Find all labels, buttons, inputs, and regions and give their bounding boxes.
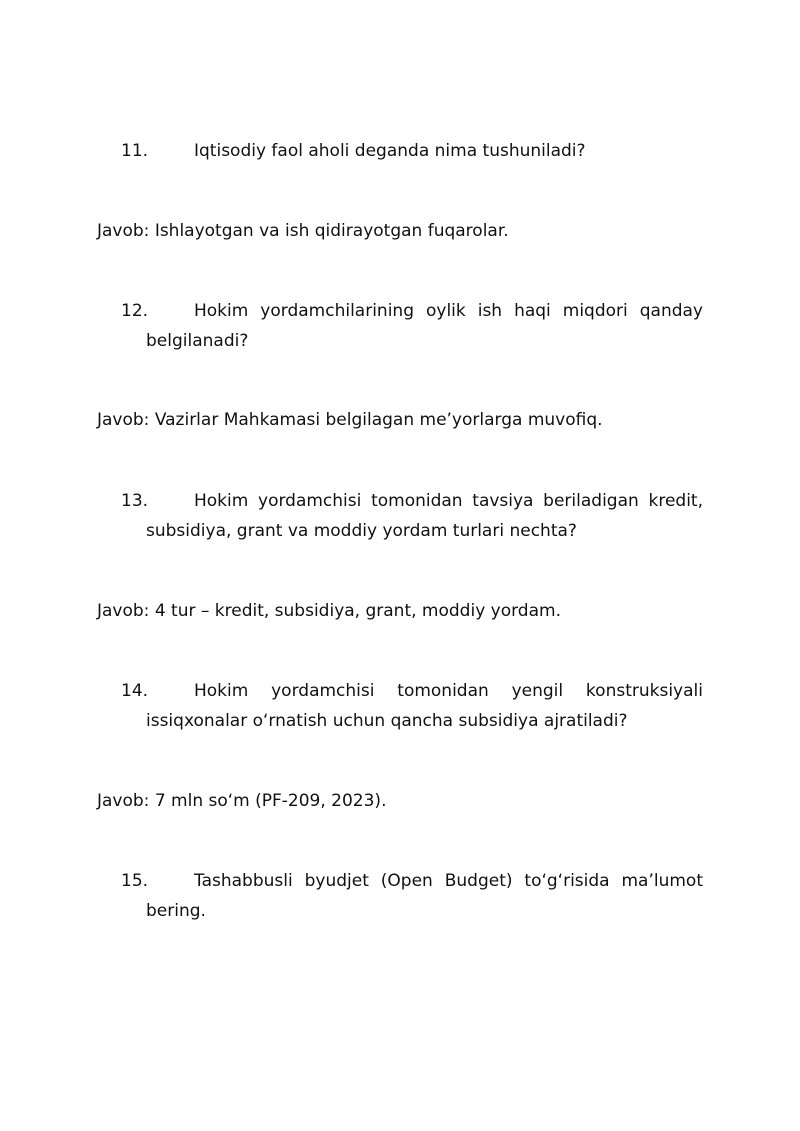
question-number: 15. bbox=[121, 871, 149, 891]
question-item bbox=[121, 866, 703, 926]
question-text: Tashabbusli byudjet (Open Budget) to‘g‘risida ma’lumot bering. bbox=[146, 871, 703, 921]
question-item bbox=[121, 136, 703, 166]
answer-text: Javob: Ishlayotgan va ish qidirayotgan fuqarolar. bbox=[97, 221, 509, 241]
question-number: 14. bbox=[121, 681, 149, 701]
answer-text: Javob: Vazirlar Mahkamasi belgilagan me’yorlarga muvofiq. bbox=[97, 410, 603, 430]
question-text: Hokim yordamchilarining oylik ish haqi miqdori qanday belgilanadi? bbox=[146, 301, 703, 351]
question-text: Iqtisodiy faol aholi deganda nima tushuniladi? bbox=[194, 141, 586, 161]
question-text: Hokim yordamchisi tomonidan yengil konstruksiyali issiqxonalar o‘rnatish uchun qancha subsidiya ajratiladi? bbox=[146, 681, 703, 731]
answer-text: Javob: 4 tur – kredit, subsidiya, grant, moddiy yordam. bbox=[97, 601, 561, 621]
question-number: 12. bbox=[121, 301, 149, 321]
answer-text: Javob: 7 mln so‘m (PF-209, 2023). bbox=[97, 791, 387, 811]
question-text: Hokim yordamchisi tomonidan tavsiya beriladigan kredit, subsidiya, grant va moddiy yordam turlari nechta? bbox=[146, 491, 703, 541]
question-item bbox=[121, 486, 703, 546]
question-number: 13. bbox=[121, 491, 149, 511]
question-number: 11. bbox=[121, 141, 149, 161]
question-item bbox=[121, 676, 703, 736]
question-item bbox=[121, 296, 703, 356]
